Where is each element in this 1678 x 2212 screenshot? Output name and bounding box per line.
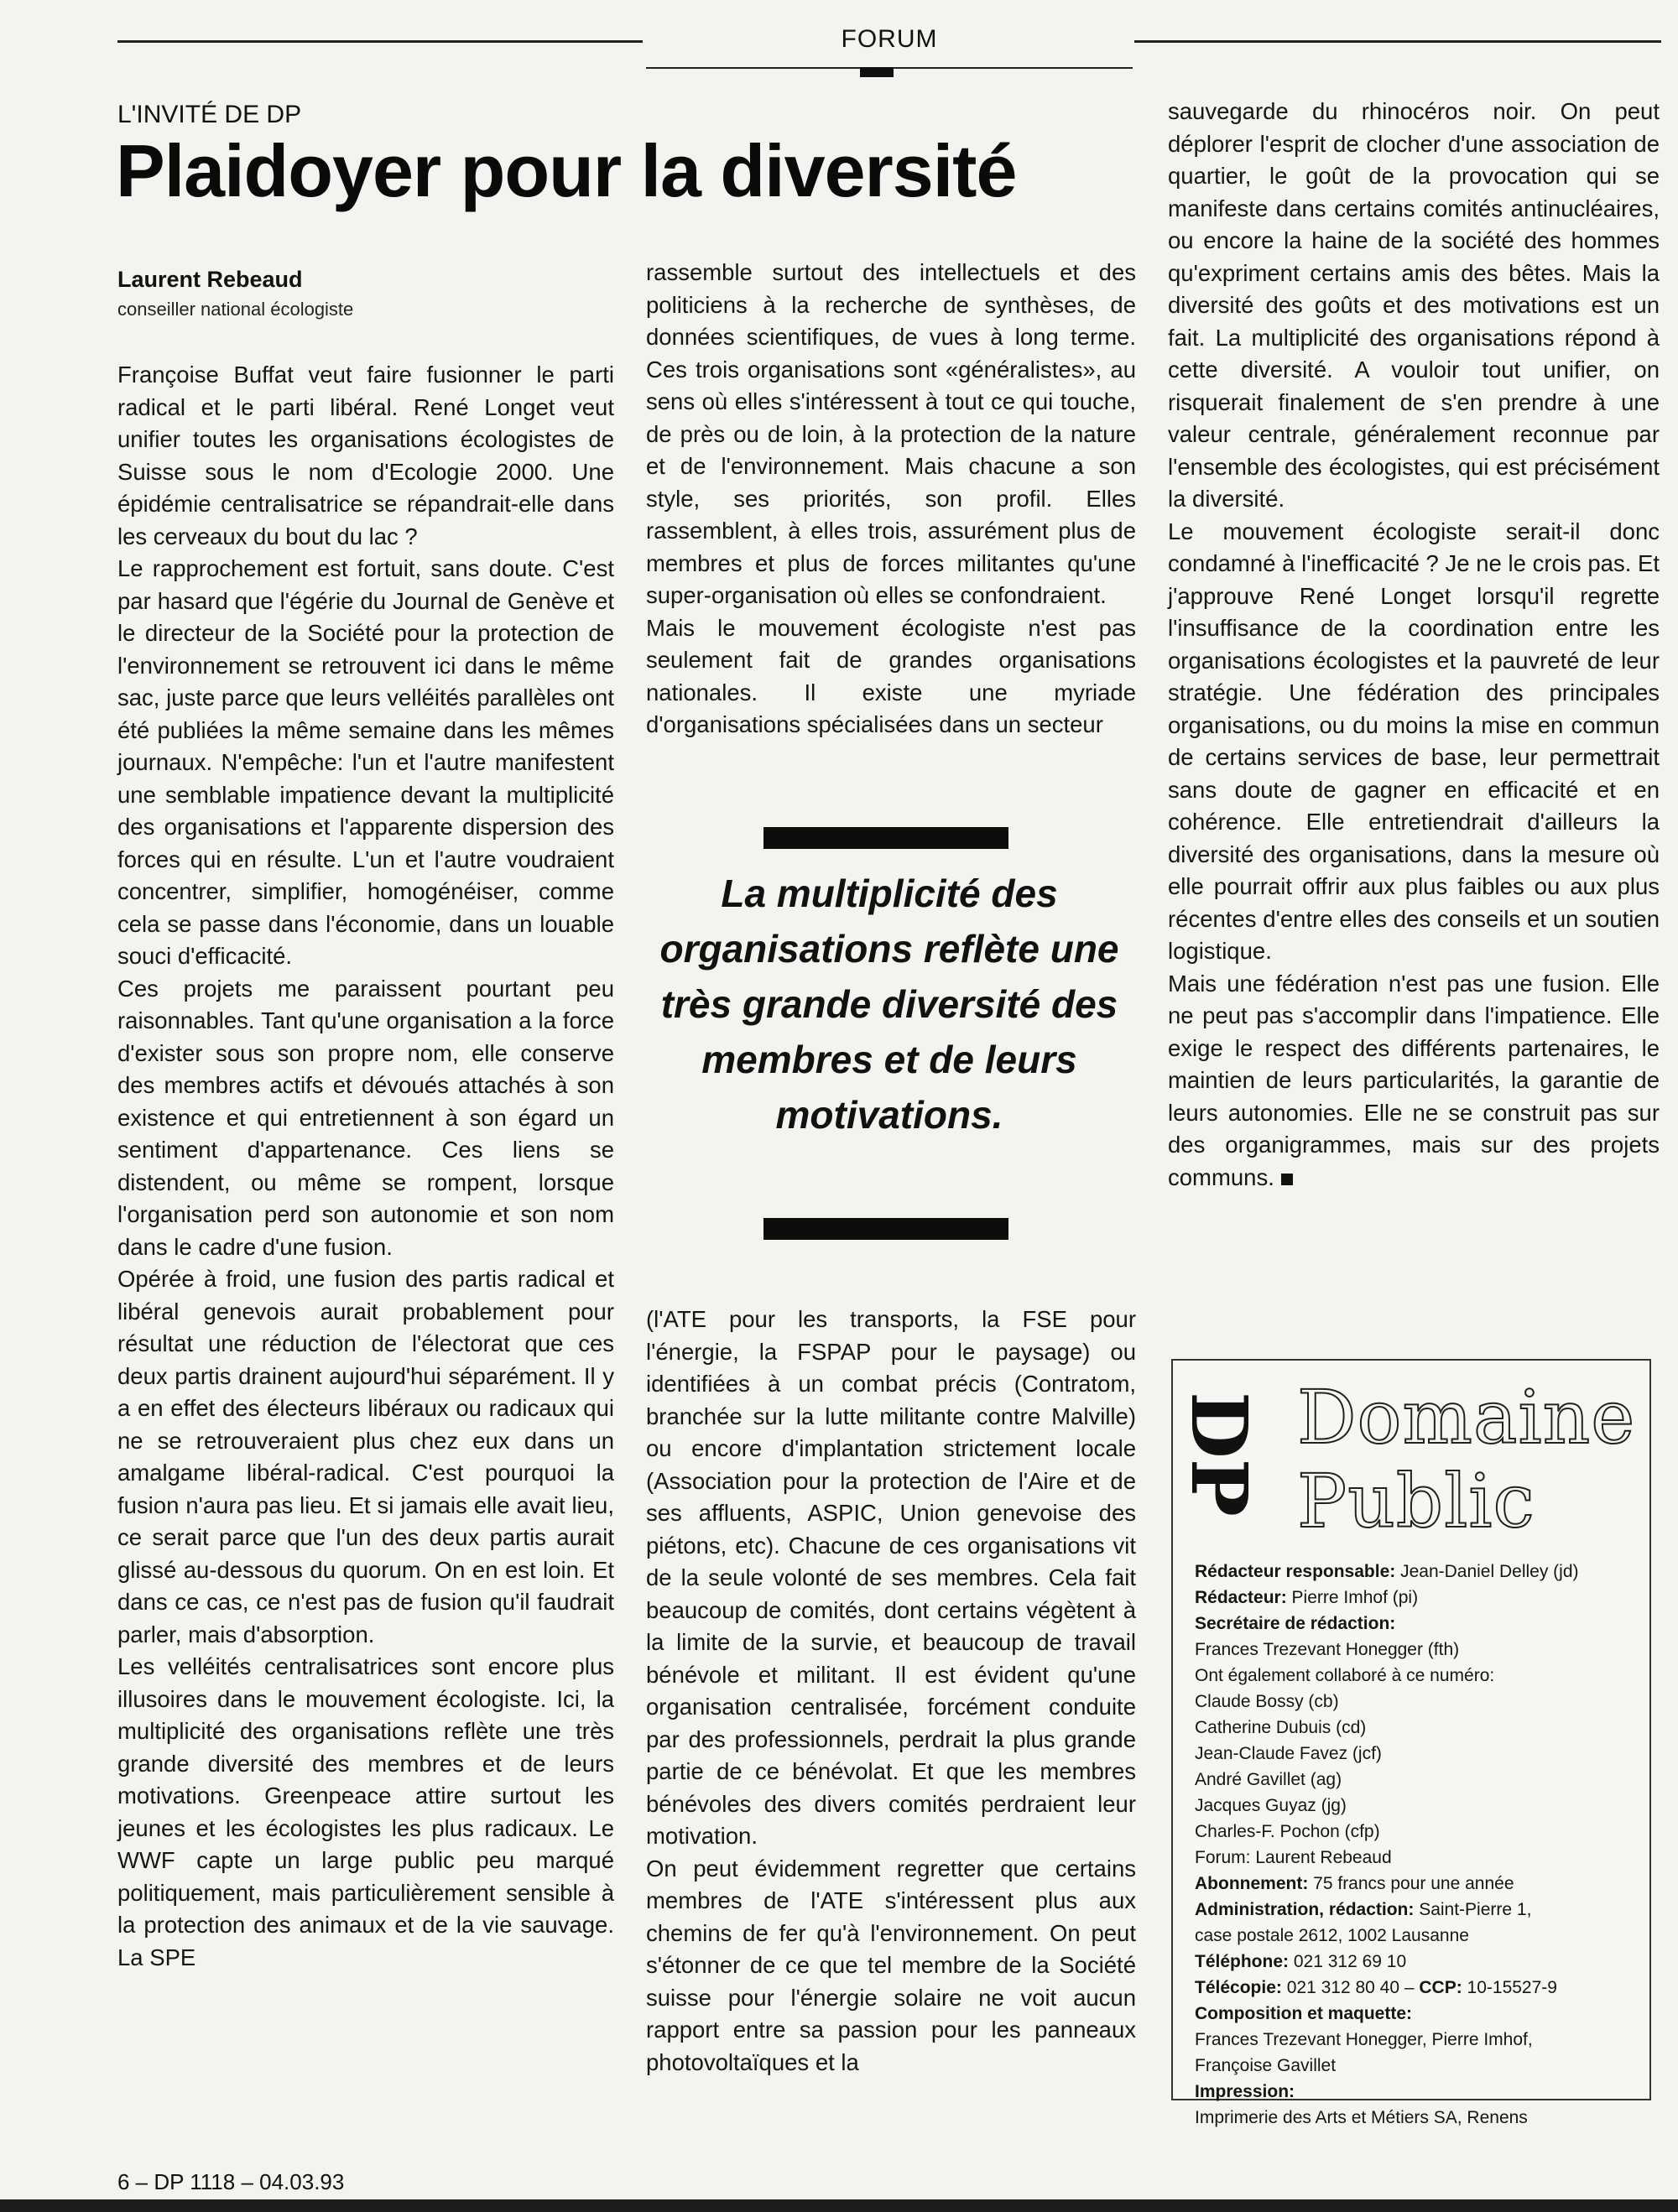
column-1 xyxy=(117,359,614,1974)
section-marker xyxy=(860,67,894,77)
credit-value: 021 312 80 40 – xyxy=(1281,1978,1420,1997)
credit-value: Saint-Pierre 1, xyxy=(1414,1900,1532,1919)
pull-quote-bar-top xyxy=(763,827,1008,849)
credit-value: 021 312 69 10 xyxy=(1289,1952,1407,1971)
credit-value: Pierre Imhof (pi) xyxy=(1286,1588,1419,1607)
credit-value: case postale 2612, 1002 Lausanne xyxy=(1195,1926,1469,1945)
ccp-label: CCP: xyxy=(1419,1978,1462,1997)
credit-label: Impression: xyxy=(1195,2082,1295,2101)
credit-line xyxy=(1195,2105,1639,2131)
credit-value: Forum: Laurent Rebeaud xyxy=(1195,1848,1392,1867)
credit-line xyxy=(1195,1871,1639,1897)
column-2-top xyxy=(646,257,1136,742)
credit-label: Téléphone: xyxy=(1195,1952,1290,1971)
credit-value: Jean-Claude Favez (jcf) xyxy=(1195,1744,1382,1763)
credits-list xyxy=(1195,1559,1639,2131)
credit-line xyxy=(1195,1559,1639,1585)
credit-label: Secrétaire de rédaction: xyxy=(1195,1614,1396,1633)
page-footer: 6 – DP 1118 – 04.03.93 xyxy=(117,2169,345,2194)
credit-line xyxy=(1195,1741,1639,1767)
credit-value: Françoise Gavillet xyxy=(1195,2056,1337,2075)
section-label: FORUM xyxy=(841,25,938,53)
credit-value: Jean-Daniel Delley (jd) xyxy=(1395,1562,1579,1581)
article-title: Plaidoyer pour la diversité xyxy=(116,129,1017,212)
credit-value: André Gavillet (ag) xyxy=(1195,1770,1342,1789)
page-bottom-edge xyxy=(0,2199,1678,2212)
publication-name xyxy=(1297,1376,1635,1543)
publication-name-line1: Domaine xyxy=(1297,1374,1636,1460)
credit-value: Frances Trezevant Honegger (fth) xyxy=(1195,1640,1460,1659)
credit-value: 75 francs pour une année xyxy=(1308,1874,1514,1893)
credit-line xyxy=(1195,2027,1639,2053)
credit-label: Administration, rédaction: xyxy=(1195,1900,1415,1919)
credit-label: Rédacteur: xyxy=(1195,1588,1287,1607)
credit-line xyxy=(1195,1689,1639,1715)
paragraph: Ces projets me paraissent pourtant peu raisonnables. Tant qu'une organisation a la force d'exister sous son propre nom, elle conserve des membres actifs et dévoués attachés à son existence et qui entretiennent à son égard un sentiment d'appartenance. Ces liens se distendent, ou même se rompent, lorsque l'organisation perd son autonomie et son nom dans le cadre d'une fusion. xyxy=(117,975,614,1260)
credit-line xyxy=(1195,1663,1639,1689)
credit-value: Claude Bossy (cb) xyxy=(1195,1692,1339,1711)
end-of-article-mark xyxy=(1281,1174,1293,1185)
credit-line xyxy=(1195,1611,1639,1637)
credit-line xyxy=(1195,1715,1639,1741)
paragraph: sauvegarde du rhinocéros noir. On peut déplorer l'esprit de clocher d'une association de quartier, le goût de la provocation qui se manifeste dans certains comités antinucléaires, ou encore la haine de la société des hommes qu'expriment certains amis des bêtes. Mais la diversité des goûts et des motivations est un fait. La multiplicité des organisations répond à cette diversité. A vouloir tout unifier, on risquerait finalement de s'en prendre à une valeur centrale, généralement reconnue par l'ensemble des écologistes, qui est précisément la diversité. xyxy=(1168,98,1660,512)
credit-line xyxy=(1195,2053,1639,2079)
credit-value: Imprimerie des Arts et Métiers SA, Renens xyxy=(1195,2108,1528,2127)
paragraph: On peut évidemment regretter que certains membres de l'ATE s'intéressent plus aux chemins de fer qu'à l'environnement. On peut s'étonner de ce que tel membre de la Société suisse pour l'énergie solaire ne voit aucun rapport entre sa passion pour les panneaux photovoltaïques et la xyxy=(646,1855,1136,2075)
credit-value: Frances Trezevant Honegger, Pierre Imhof, xyxy=(1195,2030,1533,2049)
pull-quote: La multiplicité des organisations reflète une très grande diversité des membres et de leurs motivations. xyxy=(659,872,1119,1137)
paragraph: (l'ATE pour les transports, la FSE pour l'énergie, la FSPAP pour le paysage) ou identifiées à un combat précis (Contratom, branchée sur la lutte militante contre Malville) ou encore d'implantation strictement locale (Association pour la protection de l'Aire et de ses affluents, ASPIC, Union genevoise des piétons, etc). Chacune de ces organisations vit de la seule volonté de ses membres. Cela fait beaucoup de comités, dont certains végètent à la limite de la survie, et beaucoup de travail bénévole et militant. Il est évident qu'une organisation centralisée, forcément conduite par des professionnels, perdrait la plus grande partie de ce bénévolat. Et que les membres bénévoles des divers comités perdraient leur motivation. xyxy=(646,1306,1136,1849)
paragraph-last xyxy=(1168,968,1660,1194)
credit-value: Jacques Guyaz (jg) xyxy=(1195,1796,1347,1815)
ccp-value: 10-15527-9 xyxy=(1462,1978,1557,1997)
author-role: conseiller national écologiste xyxy=(117,299,354,320)
article-kicker: L'INVITÉ DE DP xyxy=(117,101,302,128)
credit-line xyxy=(1195,2001,1639,2027)
credit-line xyxy=(1195,1585,1639,1611)
credit-label: Télécopie: xyxy=(1195,1978,1282,1997)
paragraph: Mais le mouvement écologiste n'est pas seulement fait de grandes organisations nationales. Il existe une myriade d'organisations spécialisées dans un secteur xyxy=(646,614,1136,737)
header-rule-right xyxy=(1134,40,1661,43)
credit-label: Composition et maquette: xyxy=(1195,2004,1413,2023)
credit-value: Catherine Dubuis (cd) xyxy=(1195,1718,1367,1737)
credit-line xyxy=(1195,1949,1639,1975)
credit-value: Charles-F. Pochon (cfp) xyxy=(1195,1822,1380,1841)
pull-quote-bar-bottom xyxy=(763,1218,1008,1240)
masthead-box xyxy=(1171,1359,1651,2127)
author-name: Laurent Rebeaud xyxy=(117,267,303,292)
credit-label: Rédacteur responsable: xyxy=(1195,1562,1396,1581)
paragraph: Le rapprochement est fortuit, sans doute. C'est par hasard que l'égérie du Journal de Genève et le directeur de la Société pour la protection de l'environnement se retrouvent ici dans le même sac, juste parce que leurs velléités parallèles ont été publiées la même semaine dans les mêmes journaux. N'empêche: l'un et l'autre manifestent une semblable impatience devant la multiplicité des organisations et l'apparente dispersion des forces qui en résulte. L'un et l'autre voudraient concentrer, simplifier, homogénéiser, comme cela se passe dans l'économie, dans un louable souci d'efficacité. xyxy=(117,555,614,969)
credit-line xyxy=(1195,1845,1639,1871)
credit-label: Abonnement: xyxy=(1195,1874,1309,1893)
credit-line xyxy=(1195,1923,1639,1949)
column-2-bottom xyxy=(646,1304,1136,2079)
paragraph: rassemble surtout des intellectuels et des politiciens à la recherche de synthèses, de données scientifiques, de vues à long terme. Ces trois organisations sont «généralistes», au sens où elles s'intéressent à tout ce qui touche, de près ou de loin, à la protection de la nature et de l'environnement. Mais chacune a son style, ses priorités, son profil. Elles rassemblent, à elles trois, assurément plus de membres et plus de forces militantes qu'une super-organisation où elles se confondraient. xyxy=(646,259,1136,608)
paragraph: Françoise Buffat veut faire fusionner le parti radical et le parti libéral. René Longet veut unifier toutes les organisations écologistes de Suisse sous le nom d'Ecologie 2000. Une épidémie centralisatrice se répandrait-elle dans les cerveaux du bout du lac ? xyxy=(117,362,614,549)
credit-value: Ont également collaboré à ce numéro: xyxy=(1195,1666,1495,1685)
credit-line xyxy=(1195,1637,1639,1663)
paragraph: Opérée à froid, une fusion des partis radical et libéral genevois aurait probablement pour résultat une réduction de l'électorat que ces deux partis drainent aujourd'hui séparément. Il y a en effet des électeurs libéraux ou radicaux qui ne se retrouveraient plus chez eux dans un amalgame libéral-radical. C'est pourquoi la fusion n'aura pas lieu. Et si jamais elle avait lieu, ce serait parce que l'un des deux partis aurait glissé au-dessous du quorum. On en est loin. Et dans ce cas, ce n'est pas de fusion qu'il faudrait parler, mais d'absorption. xyxy=(117,1266,614,1647)
credit-line xyxy=(1195,1767,1639,1793)
dp-logo xyxy=(1174,1379,1264,1547)
publication-name-line2: Public xyxy=(1297,1458,1535,1544)
paragraph-text: Mais une fédération n'est pas une fusion. Elle ne peut pas s'accomplir dans l'impatience. Elle exige le respect des différents partenaires, le maintien de leurs particularités, la garantie de leurs autonomies. Elle ne se construit pas sur des organigrammes, mais sur des projets communs. xyxy=(1168,970,1660,1190)
credit-line xyxy=(1195,1975,1639,2001)
credit-line xyxy=(1195,1819,1639,1845)
dp-logo-text: DP xyxy=(1174,1392,1264,1517)
credit-line xyxy=(1195,1897,1639,1923)
paragraph: Les velléités centralisatrices sont encore plus illusoires dans le mouvement écologiste. Ici, la multiplicité des organisations reflète une très grande diversité des membres et de leurs motivations. Greenpeace attire surtout les jeunes et les écologistes les plus radicaux. Le WWF capte un large public peu marqué politiquement, mais particulièrement sensible à la protection des animaux et de la vie sauvage. La SPE xyxy=(117,1653,614,1970)
paragraph: Le mouvement écologiste serait-il donc condamné à l'inefficacité ? Je ne le crois pas. Et j'approuve René Longet lorsqu'il regrette l'insuffisance de la coordination entre les organisations écologistes et la pauvreté de leur stratégie. Une fédération des principales organisations, ou du moins la mise en commun de certains services de base, leur permettrait sans doute de gagner en efficacité et en cohérence. Elle entretiendrait d'ailleurs la diversité des organisations, dans la mesure où elle pourrait offrir aux plus faibles ou aux plus récentes d'entre elles des conseils et un soutien logistique. xyxy=(1168,518,1660,964)
header-rule-left xyxy=(117,40,643,43)
credit-line xyxy=(1195,2079,1639,2105)
credit-line xyxy=(1195,1793,1639,1819)
column-3 xyxy=(1168,96,1660,1194)
